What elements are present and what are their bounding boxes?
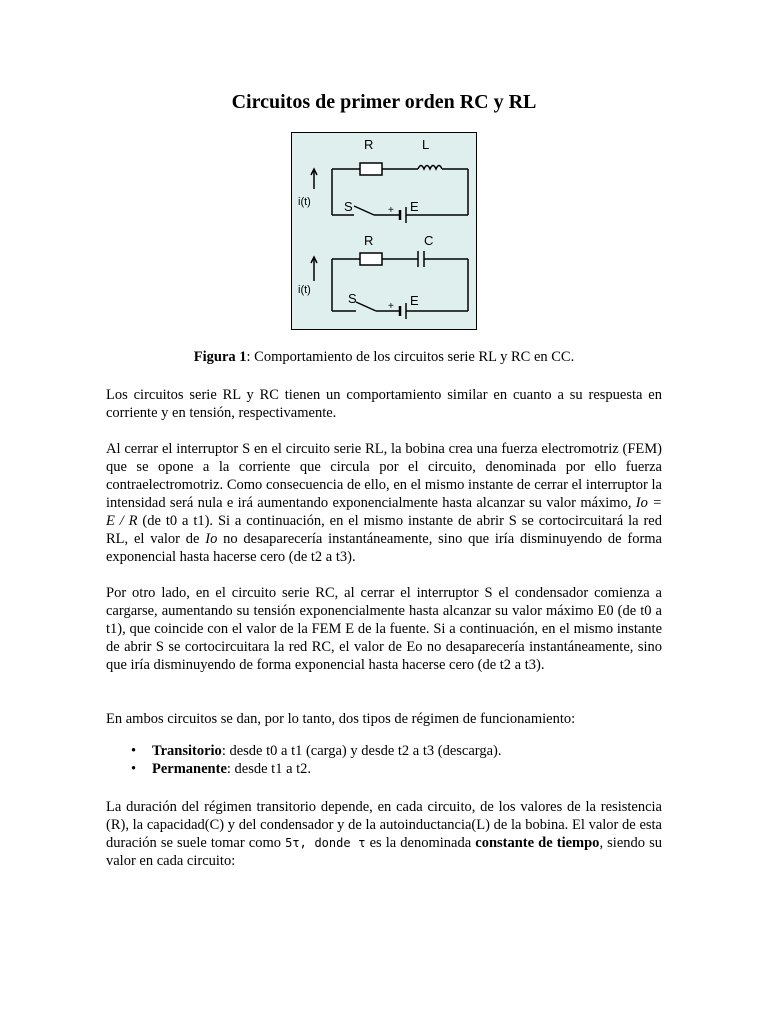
time-constant-term: constante de tiempo: [475, 835, 600, 851]
bullet-icon: •: [131, 743, 137, 759]
rc-resistor-label: R: [364, 233, 374, 248]
rl-resistor-shape: [360, 163, 382, 175]
paragraph-regimes: En ambos circuitos se dan, por lo tanto, dos tipos de régimen de funcionamiento:: [106, 711, 576, 727]
rc-switch-label: S: [348, 291, 357, 306]
circuit-figure: [291, 132, 477, 330]
paragraph-duration-part3: , siendo su valor en cada circuito:: [106, 835, 662, 869]
rc-source-label: E: [410, 293, 419, 308]
rl-switch-shape: [354, 206, 374, 215]
paragraph-rl-part1: Al cerrar el interruptor S en el circuito serie RL, la bobina crea una fuerza electromotriz (FEM) que se opone a la corriente que circula por el circuito, denominada por ello fuerza contraelectromotriz. Como consecuencia de ello, en el mismo instante de cerrar el interruptor la intensidad será nula e irá aumentando exponencialmente hasta alcanzar su valor máximo,: [106, 441, 662, 511]
paragraph-rc: Por otro lado, en el circuito serie RC, al cerrar el interruptor S el condensador comienza a cargarse, aumentando su tensión exponencialmente hasta alcanzar su valor máximo E0 (de t0 a t1), que coincide con el valor de la FEM E de la fuente. Si a continuación, en el mismo instante de abrir S se cortocircuitara la red RC, el valor de Eo no desaparecería instantáneamente, sino que iría disminuyendo de forma exponencial hasta hacerse cero (de t2 a t3).: [106, 585, 662, 673]
page-title: Circuitos de primer orden RC y RL: [231, 91, 537, 113]
paragraph-duration: [106, 798, 662, 870]
list-item: [106, 742, 662, 760]
rl-inductor-shape: [418, 166, 442, 170]
paragraph-rl-part2: (de t0 a t1). Si a continuación, en el mismo instante de abrir S se cortocircuitará la red RL, el valor de: [106, 513, 662, 547]
list-item-term: Transitorio: [152, 743, 222, 759]
paragraph-rl-part3: no desaparecería instantáneamente, sino que iría disminuyendo de forma exponencial hasta hacerse cero (de t2 a t3).: [106, 531, 662, 565]
list-item-text: : desde t0 a t1 (carga) y desde t2 a t3 (descarga).: [221, 743, 502, 759]
rc-current-label: i(t): [298, 284, 311, 296]
paragraph-duration-part2: es la denominada: [365, 835, 476, 851]
paragraph-rl: [106, 440, 662, 566]
rl-source-label: E: [410, 199, 419, 214]
rc-plus-label: +: [388, 301, 394, 312]
list-item-text: : desde t1 a t2.: [226, 761, 312, 777]
regime-list: [106, 742, 662, 778]
rc-resistor-shape: [360, 253, 382, 265]
rl-switch-label: S: [344, 199, 353, 214]
list-item: [106, 760, 662, 778]
formula-io: Io = E / R: [106, 495, 662, 529]
rl-inductor-label: L: [422, 137, 430, 152]
rl-current-label: i(t): [298, 196, 311, 208]
figure-caption: [106, 348, 662, 366]
paragraph-intro: Los circuitos serie RL y RC tienen un comportamiento similar en cuanto a su respuesta en corriente y en tensión, respectivamente.: [106, 387, 662, 421]
rl-resistor-label: R: [364, 137, 374, 152]
bullet-icon: •: [131, 761, 137, 777]
list-item-term: Permanente: [152, 761, 227, 777]
rc-switch-shape: [356, 302, 376, 311]
circuit-diagram: [292, 133, 476, 329]
caption-text: : Comportamiento de los circuitos serie RL y RC en CC.: [246, 349, 575, 365]
tau-expression: 5τ, donde τ: [285, 836, 366, 850]
paragraph-duration-part1: La duración del régimen transitorio depende, en cada circuito, de los valores de la resistencia (R), la capacidad(C) y del condensador y de la autoinductancia(L) de la bobina. El valor de esta duración se suele tomar como: [106, 799, 662, 851]
rl-plus-label: +: [388, 205, 394, 216]
rc-capacitor-label: C: [424, 233, 434, 248]
io-symbol: Io: [205, 531, 218, 547]
caption-label: Figura 1: [193, 349, 247, 365]
